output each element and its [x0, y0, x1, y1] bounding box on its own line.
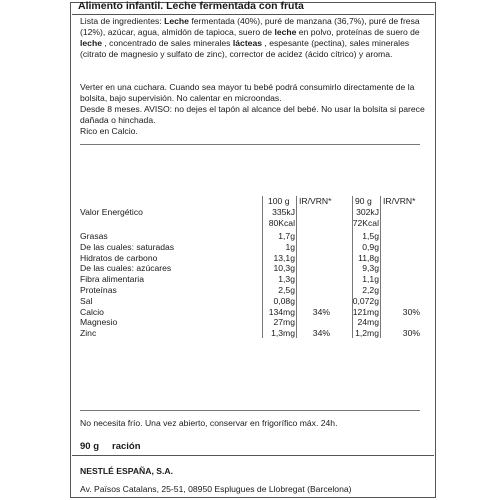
nutrient-value-90g: 0,072g	[352, 296, 379, 306]
header-ir-100g: IR/VRN*	[299, 196, 332, 206]
nutrient-value-100g: 10,3g	[273, 263, 295, 273]
nutrient-value-100g: 0,08g	[273, 296, 295, 306]
product-title: Alimento infantil. Leche fermentada con fruta	[72, 0, 434, 15]
allergen-text: Leche	[164, 16, 189, 26]
nutrient-value-100g: 13,1g	[273, 253, 295, 263]
allergen-text: leche	[274, 27, 297, 37]
nutrient-value-100g: 1,3mg	[271, 328, 295, 338]
nutrient-value-90g: 1,2mg	[355, 328, 379, 338]
energy-kcal-100g: 80Kcal	[268, 218, 295, 228]
nutrient-label: Sal	[80, 296, 93, 306]
energy-kj-100g: 335kJ	[272, 207, 295, 217]
nutrient-label: Magnesio	[80, 317, 118, 327]
nutrient-value-90g: 9,3g	[362, 263, 379, 273]
nutrient-value-90g: 24mg	[357, 317, 379, 327]
nutrient-label: Proteínas	[80, 285, 117, 295]
col-divider-2	[296, 196, 297, 338]
ingredient-text: Lista de ingredientes:	[80, 16, 165, 26]
allergen-text: lácteas	[232, 38, 263, 48]
nutrient-label: Hidratos de carbono	[80, 253, 158, 263]
company-name: NESTLÉ ESPAÑA, S.A.	[80, 466, 173, 476]
nutrient-label: Zinc	[80, 328, 97, 338]
allergen-text: leche	[80, 38, 102, 48]
nutrient-value-90g: 121mg	[352, 307, 379, 317]
nutrient-label: Grasas	[80, 231, 108, 241]
nutrient-value-90g: 2,2g	[362, 285, 379, 295]
nutrient-value-90g: 1,1g	[362, 274, 379, 284]
table-bottom-rule	[80, 410, 420, 411]
nutrient-value-90g: 0,9g	[362, 242, 379, 252]
calcium-claim: Rico en Calcio.	[80, 126, 138, 136]
footer-divider	[72, 455, 434, 456]
nutrient-value-100g: 1g	[285, 242, 295, 252]
ingredient-text: , concentrado de sales minerales	[101, 38, 233, 48]
nutrient-value-100g: 134mg	[268, 307, 295, 317]
usage-instructions: Verter en una cuchara. Cuando sea mayor tu bebé podrá consumirlo directamente de la bolsita, bajo supervisión. No calentar en microondas.	[80, 82, 415, 103]
storage-instructions: No necesita frío. Una vez abierto, conservar en frigorífico máx. 24h.	[80, 418, 338, 428]
nutrient-label: Fibra alimentaria	[80, 274, 144, 284]
ingredient-text: en polvo, proteínas de suero de	[296, 27, 420, 37]
ingredients-list	[80, 16, 430, 60]
nutrient-value-100g: 1,3g	[278, 274, 295, 284]
energy-kcal-90g: 72Kcal	[352, 218, 379, 228]
portion-amount: 90 g	[80, 441, 100, 452]
nutrient-value-90g: 1,5g	[362, 231, 379, 241]
nutrient-ir-90g: 30%	[402, 307, 420, 317]
header-100g: 100 g	[268, 196, 290, 206]
ingredient-text: , espesante (pectina), sales minerales (citrato de magnesio y sulfato de zinc), corrector de acidez (ácido cítrico) y aroma.	[80, 38, 410, 59]
nutrient-label: De las cuales: azúcares	[80, 263, 172, 273]
col-divider-4	[380, 196, 381, 338]
nutrient-ir-100g: 34%	[312, 328, 330, 338]
nutrient-value-100g: 1,7g	[278, 231, 295, 241]
portion-label: ración	[112, 441, 141, 452]
nutrient-value-90g: 11,8g	[358, 253, 379, 263]
company-address: Av. Països Catalans, 25-51, 08950 Esplugues de Llobregat (Barcelona)	[80, 484, 352, 494]
energy-label: Valor Energético	[80, 207, 143, 217]
energy-kj-90g: 302kJ	[356, 207, 379, 217]
table-top-rule	[80, 144, 420, 145]
nutrient-label: De las cuales: saturadas	[80, 242, 175, 252]
header-ir-90g: IR/VRN*	[383, 196, 416, 206]
nutrient-label: Calcio	[80, 307, 104, 317]
nutrient-ir-90g: 30%	[402, 328, 420, 338]
ingredient-text: fermentada (40%), puré de manzana (36,7%), puré de fresa (12%), azúcar, agua, almidón de tapioca, suero de	[80, 16, 420, 37]
age-warning: Desde 8 meses. AVISO: no dejes el tapón al alcance del bebé. No usar la bolsita si parece dañada o hinchada.	[80, 104, 425, 125]
nutrient-value-100g: 2,5g	[278, 285, 295, 295]
nutrient-ir-100g: 34%	[312, 307, 330, 317]
header-90g: 90 g	[355, 196, 372, 206]
nutrient-value-100g: 27mg	[273, 317, 295, 327]
